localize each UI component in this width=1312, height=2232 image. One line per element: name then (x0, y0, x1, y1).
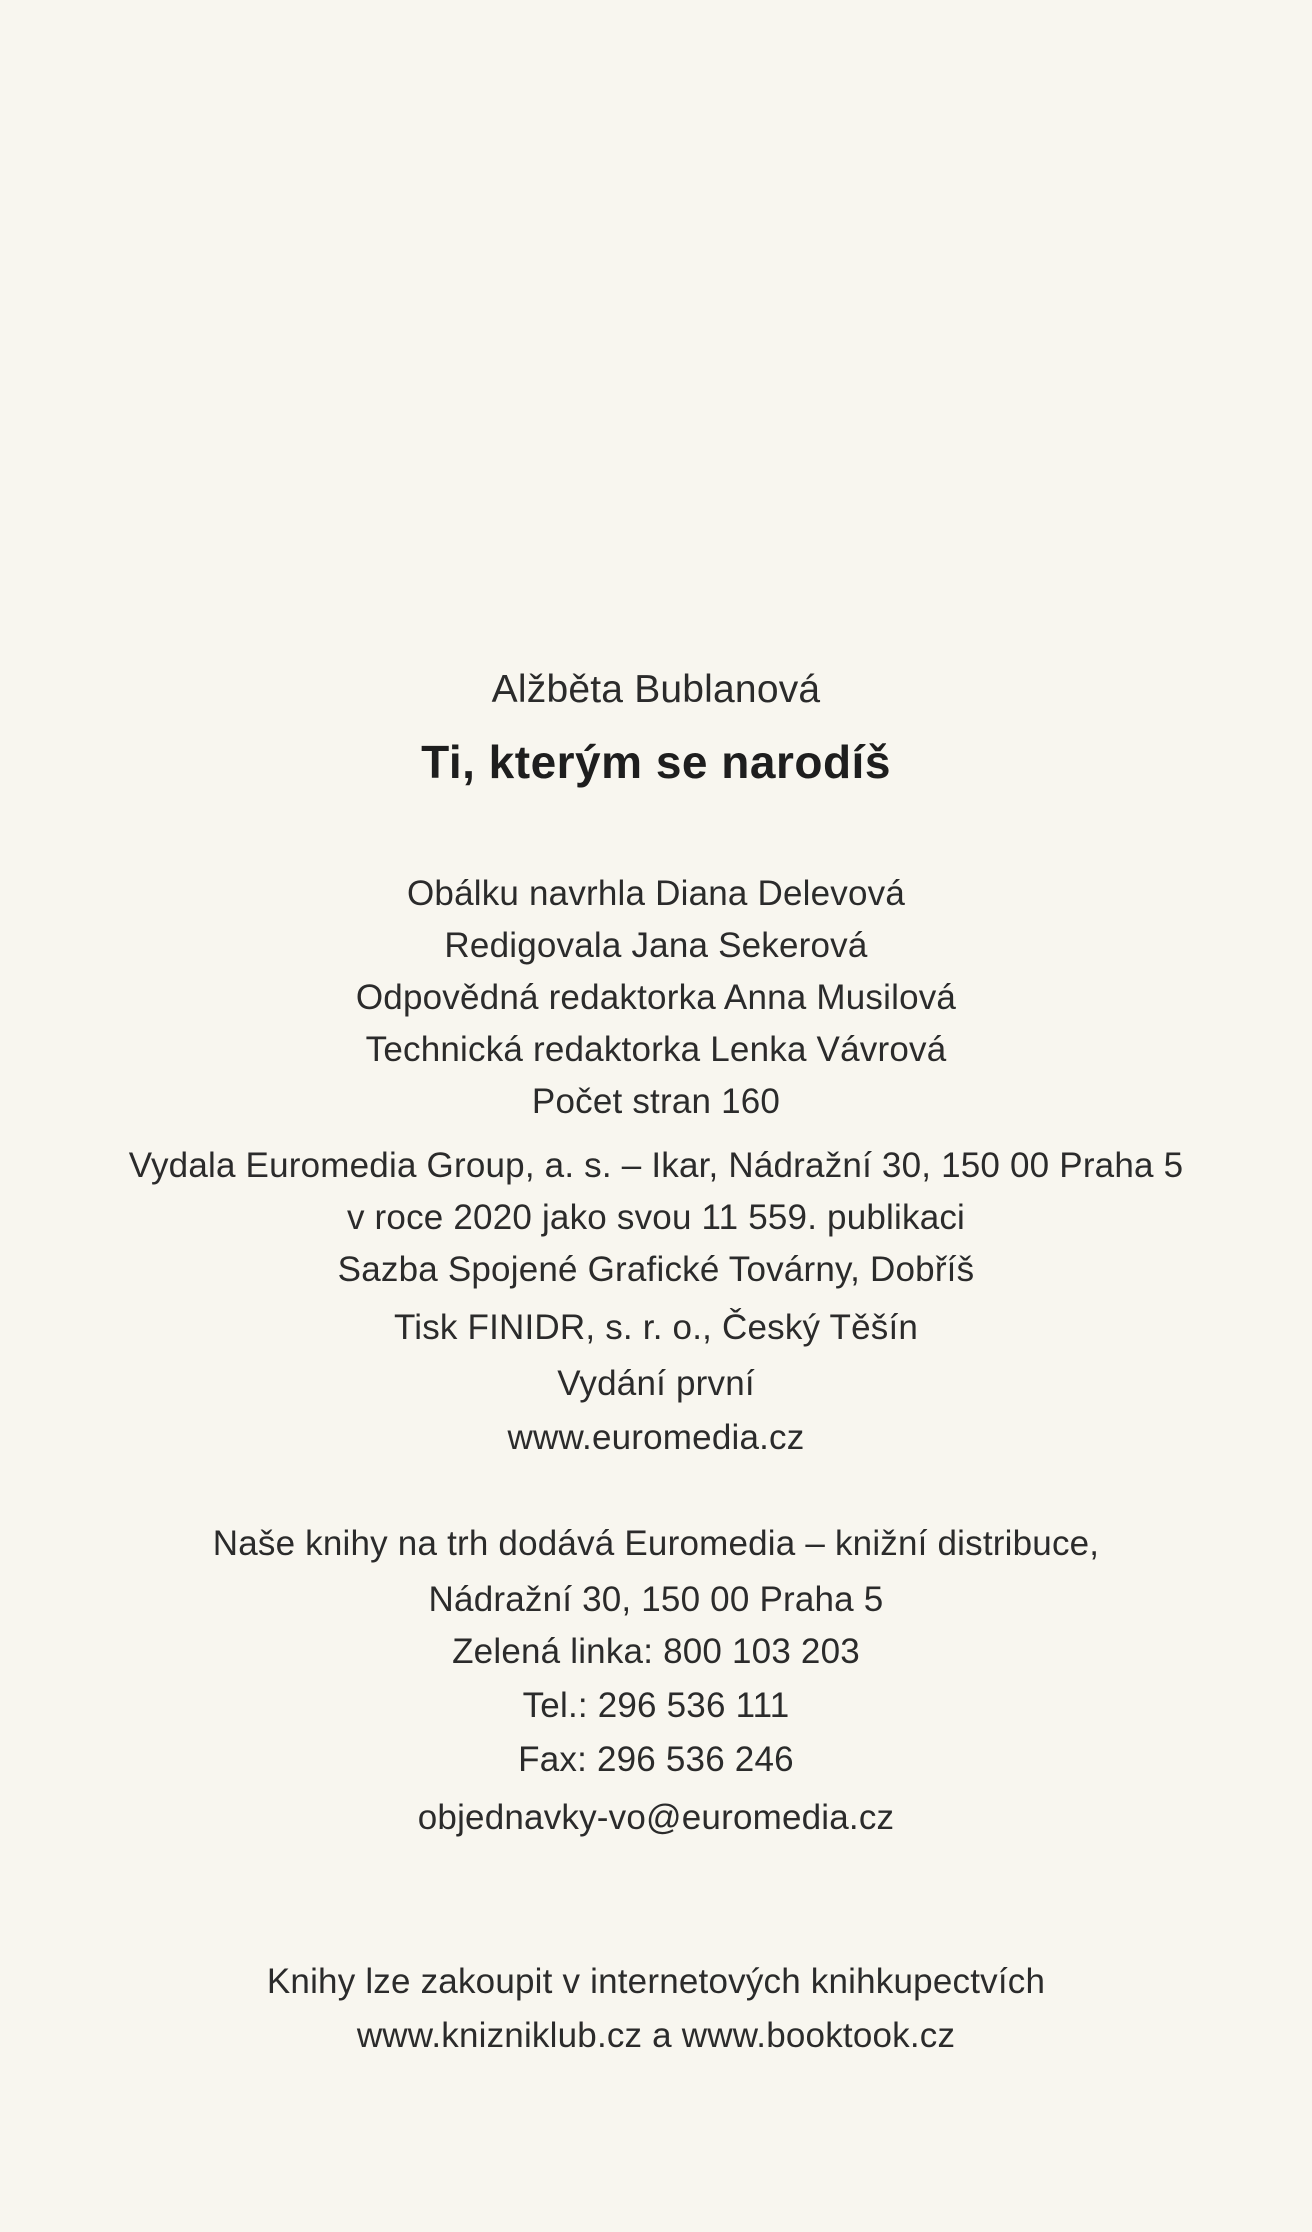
credit-line: Technická redaktorka Lenka Vávrová (365, 1030, 947, 1069)
distribution-email: objednavky-vo@euromedia.cz (417, 1798, 895, 1837)
book-title: Ti, kterým se narodíš (421, 736, 891, 788)
credit-line: Počet stran 160 (531, 1082, 781, 1121)
online-shops-line: Knihy lze zakoupit v internetových knihkupectvích (266, 1962, 1046, 2001)
credit-line: Tisk FINIDR, s. r. o., Český Těšín (393, 1308, 919, 1347)
book-author: Alžběta Bublanová (491, 668, 821, 711)
credit-line: Vydání první (557, 1364, 755, 1403)
distribution-phone: Tel.: 296 536 111 (522, 1686, 790, 1725)
distribution-address: Nádražní 30, 150 00 Praha 5 (428, 1580, 884, 1619)
distribution-hotline: Zelená linka: 800 103 203 (452, 1632, 860, 1671)
online-shops-urls: www.knizniklub.cz a www.booktook.cz (356, 2016, 956, 2055)
credit-line: Redigovala Jana Sekerová (444, 926, 868, 965)
distribution-line: Naše knihy na trh dodává Euromedia – knižní distribuce, (212, 1524, 1100, 1563)
credit-line: Sazba Spojené Grafické Továrny, Dobříš (337, 1250, 975, 1289)
publisher-website: www.euromedia.cz (507, 1418, 805, 1457)
credit-line: Odpovědná redaktorka Anna Musilová (355, 978, 957, 1017)
distribution-fax: Fax: 296 536 246 (518, 1740, 794, 1779)
credit-line: v roce 2020 jako svou 11 559. publikaci (346, 1198, 966, 1237)
credit-line: Vydala Euromedia Group, a. s. – Ikar, Nádražní 30, 150 00 Praha 5 (128, 1146, 1184, 1185)
credit-line: Obálku navrhla Diana Delevová (406, 874, 906, 913)
